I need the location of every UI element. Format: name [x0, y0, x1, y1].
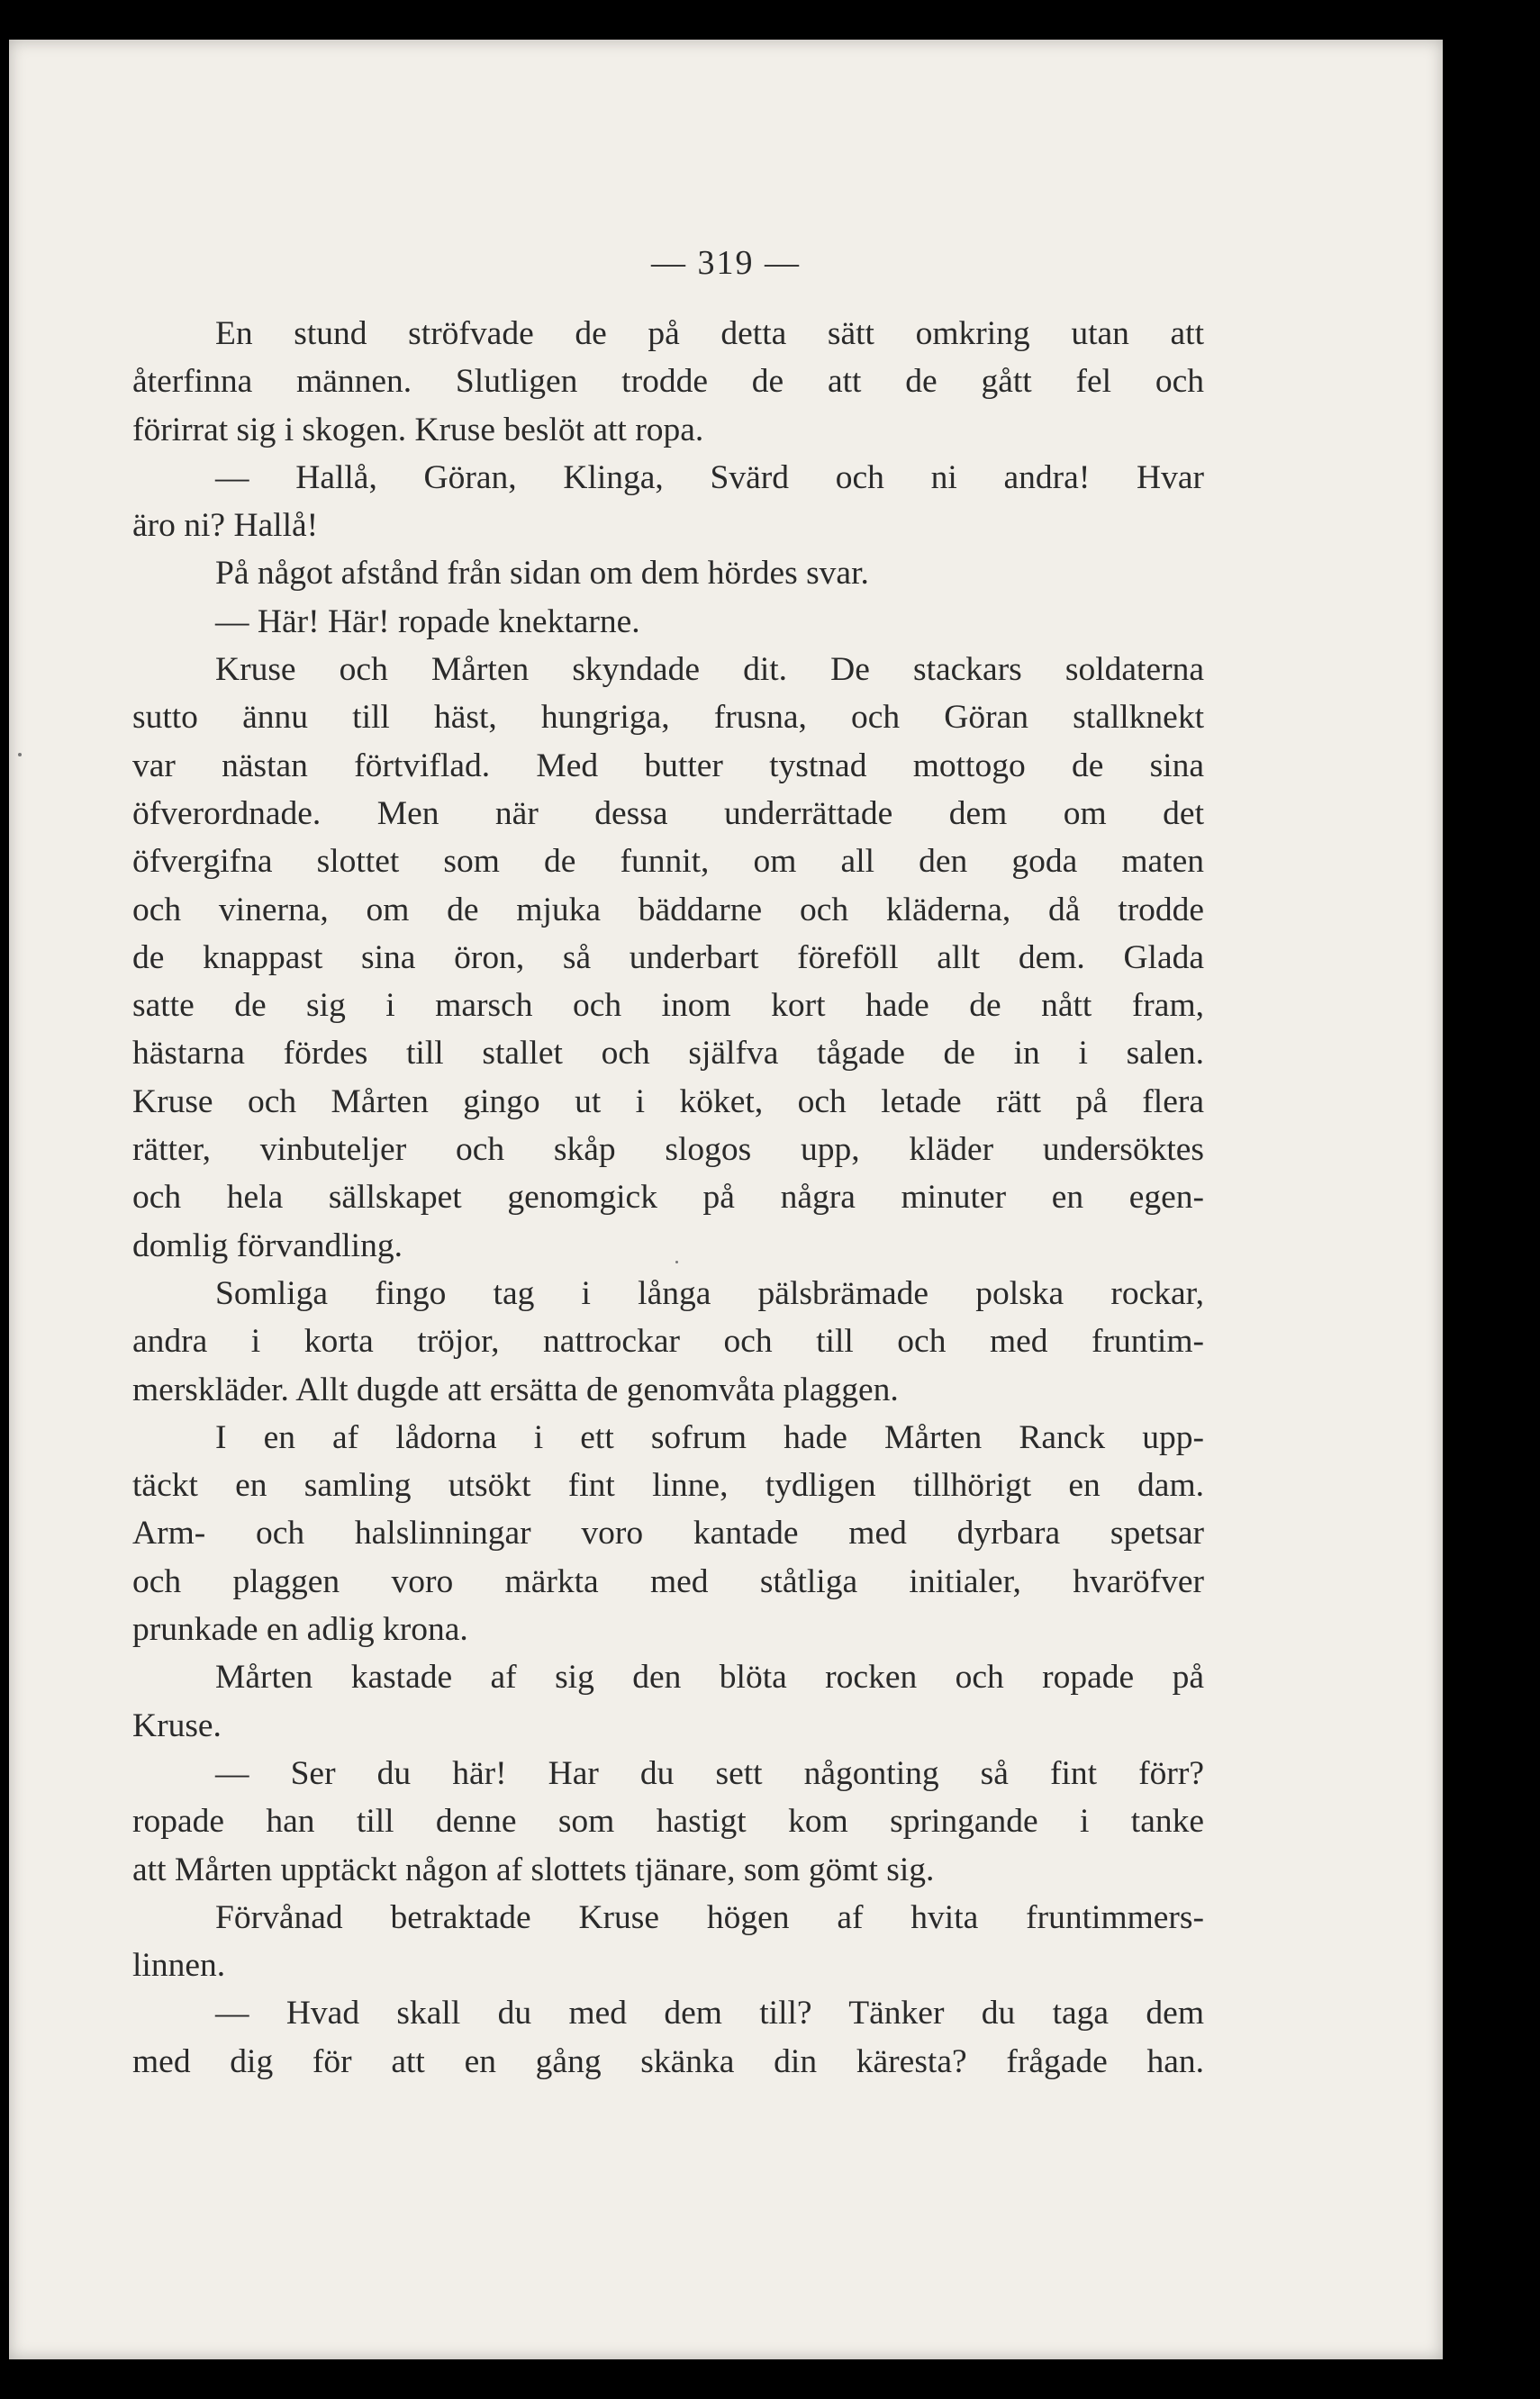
text-line: Kruse och Mårten gingo ut i köket, och letade rätt på flera [132, 1082, 1204, 1120]
page-number: — 319 — [651, 244, 801, 282]
text-line: Arm- och halslinningar voro kantade med dyrbara spetsar [132, 1515, 1204, 1553]
text-line: linnen. [132, 1947, 226, 1985]
text-line: med dig för att en gång skänka din käresta? frågade han. [132, 2042, 1204, 2080]
text-line: återfinna männen. Slutligen trodde de att de gått fel och [132, 363, 1204, 401]
text-line: prunkade en adlig krona. [132, 1611, 468, 1649]
text-line: andra i korta tröjor, nattrockar och till och med fruntim- [132, 1323, 1204, 1361]
body-text [132, 310, 1204, 2086]
text-line: Somliga fingo tag i långa pälsbrämade polska rockar, [215, 1274, 1204, 1312]
text-line: äro ni? Hallå! [132, 507, 319, 545]
text-line: öfvergifna slottet som de funnit, om all den goda maten [132, 843, 1204, 881]
paper-speck [18, 753, 22, 756]
text-line: domlig förvandling. [132, 1227, 403, 1264]
text-line: — Ser du här! Har du sett någonting så fint förr? [215, 1754, 1204, 1792]
text-line: Kruse och Mårten skyndade dit. De stackars soldaterna [215, 651, 1204, 689]
text-line: hästarna fördes till stallet och själfva tågade de in i salen. [132, 1035, 1204, 1073]
text-line: öfverordnade. Men när dessa underrättade dem om det [132, 794, 1204, 832]
text-line: merskläder. Allt dugde att ersätta de genomvåta plaggen. [132, 1371, 899, 1408]
text-line: och hela sällskapet genomgick på några minuter en egen- [132, 1179, 1204, 1217]
book-page [9, 40, 1443, 2359]
text-line: och vinerna, om de mjuka bäddarne och kläderna, då trodde [132, 891, 1204, 928]
text-line: — Här! Här! ropade knektarne. [215, 602, 640, 640]
text-line: — Hallå, Göran, Klinga, Svärd och ni andra! Hvar [215, 458, 1204, 496]
text-line: de knappast sina öron, så underbart föreföll allt dem. Glada [132, 938, 1204, 976]
paper-speck [675, 1261, 678, 1263]
text-line: att Mårten upptäckt någon af slottets tjänare, som gömt sig. [132, 1851, 935, 1888]
text-line: och plaggen voro märkta med ståtliga initialer, hvaröfver [132, 1562, 1204, 1600]
text-line: I en af lådorna i ett sofrum hade Mårten Ranck upp- [215, 1418, 1204, 1456]
text-line: förirrat sig i skogen. Kruse beslöt att ropa. [132, 411, 704, 448]
text-line: var nästan förtviflad. Med butter tystnad mottogo de sina [132, 747, 1204, 784]
text-line: sutto ännu till häst, hungriga, frusna, och Göran stallknekt [132, 699, 1204, 737]
text-line: Mårten kastade af sig den blöta rocken och ropade på [215, 1659, 1204, 1697]
text-line: täckt en samling utsökt fint linne, tydligen tillhörigt en dam. [132, 1467, 1204, 1505]
text-line: Förvånad betraktade Kruse högen af hvita fruntimmers- [215, 1898, 1204, 1936]
text-line: — Hvad skall du med dem till? Tänker du taga dem [215, 1995, 1204, 2032]
text-line: rätter, vinbuteljer och skåp slogos upp, kläder undersöktes [132, 1131, 1204, 1169]
text-line: Kruse. [132, 1706, 222, 1744]
text-line: satte de sig i marsch och inom kort hade de nått fram, [132, 987, 1204, 1025]
text-line: En stund ströfvade de på detta sätt omkring utan att [215, 315, 1204, 352]
text-line: ropade han till denne som hastigt kom springande i tanke [132, 1803, 1204, 1841]
text-line: På något afstånd från sidan om dem hördes svar. [215, 555, 869, 593]
